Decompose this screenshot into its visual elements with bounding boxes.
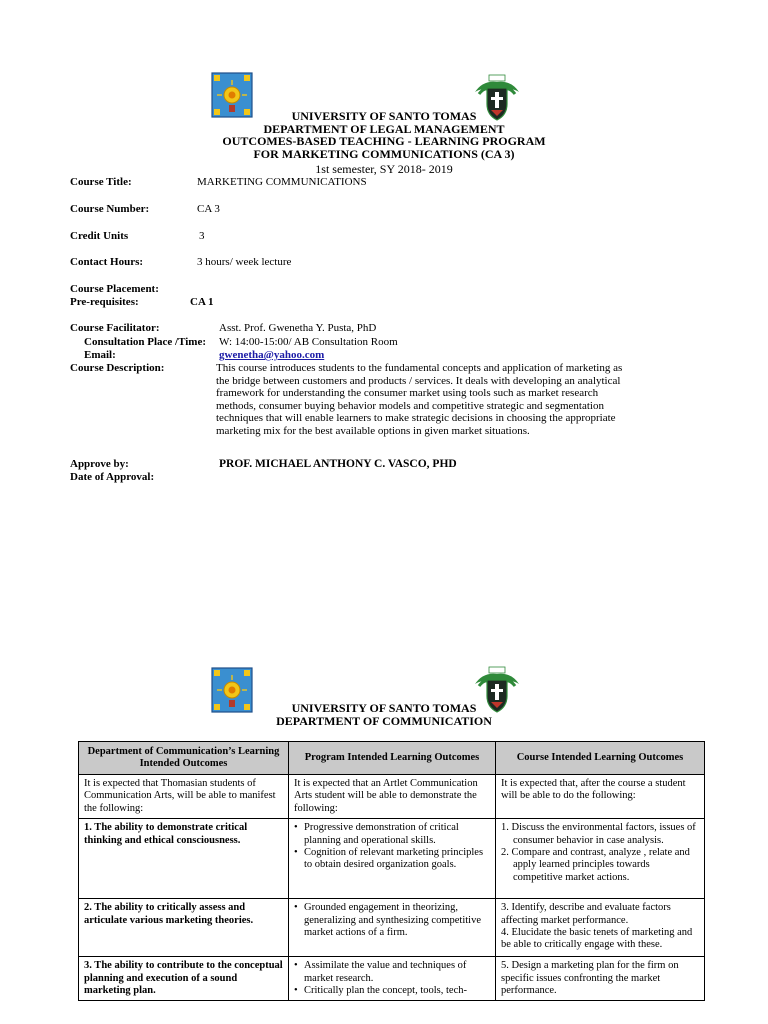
approved-by-label: Approve by: <box>70 458 129 470</box>
list-item: • Critically plan the concept, tools, tech- <box>304 985 490 997</box>
contact-hours-label: Contact Hours: <box>70 256 144 268</box>
course-outcome-cell <box>496 957 705 1001</box>
approval-date-label: Date of Approval: <box>70 471 155 483</box>
program-outcome-cell <box>289 957 496 1001</box>
table-cell: It is expected that, after the course a student will be able to do the following: <box>496 775 705 819</box>
department-name: DEPARTMENT OF COMMUNICATION <box>276 714 492 728</box>
email-link[interactable]: gwenetha@yahoo.com <box>219 349 325 361</box>
consultation-label: Consultation Place /Time: <box>84 336 207 348</box>
list-item: 3. Identify, describe and evaluate factors affecting market performance. <box>501 902 671 926</box>
program-outcome-cell <box>289 899 496 957</box>
course-outcome-cell <box>496 819 705 899</box>
learning-outcomes-table <box>78 741 705 1001</box>
credit-units-value: 3 <box>199 230 205 242</box>
table-cell: It is expected that an Artlet Communication Arts student will be able to demonstrate the following: <box>289 775 496 819</box>
credit-units-label: Credit Units <box>70 230 129 242</box>
program-outcome-cell <box>289 819 496 899</box>
course-title-value: MARKETING COMMUNICATIONS <box>197 176 367 188</box>
course-description: This course introduces students to the fundamental concepts and application of marketing as the bridge between customers and products / services. It deals with developing an analytical framework for understanding the consumer market using tools such as market research methods, consumer buying behavior models and competitive strategic and segmentation techniques that will enable learners to make strategic decisions in choosing the appropriate marketing mix for the best available options in given market situations. <box>216 362 623 437</box>
approved-by-value: PROF. MICHAEL ANTHONY C. VASCO, PHD <box>219 458 457 470</box>
list-item: • Cognition of relevant marketing principles to obtain desired organization goals. <box>304 847 490 872</box>
course-number-value: CA 3 <box>197 203 220 215</box>
university-name: UNIVERSITY OF SANTO TOMAS <box>291 109 477 123</box>
column-header: Department of Communication’s Learning Intended Outcomes <box>79 742 289 775</box>
semester-line: 1st semester, SY 2018- 2019 <box>315 162 453 176</box>
department-outcome-cell: 1. The ability to demonstrate critical thinking and ethical consciousness. <box>79 819 289 899</box>
program-title: OUTCOMES-BASED TEACHING - LEARNING PROGRAM <box>222 134 546 148</box>
list-item: • Assimilate the value and techniques of market research. <box>304 960 490 985</box>
table-cell: It is expected that Thomasian students of Communication Arts, will be able to manifest the following: <box>79 775 289 819</box>
university-name: UNIVERSITY OF SANTO TOMAS <box>291 701 477 715</box>
consultation-value: W: 14:00-15:00/ AB Consultation Room <box>219 336 398 348</box>
table-row <box>79 957 705 1001</box>
list-item: 4. Elucidate the basic tenets of marketing and be able to critically engage with these. <box>501 927 693 951</box>
contact-hours-value: 3 hours/ week lecture <box>197 256 292 268</box>
course-heading: FOR MARKETING COMMUNICATIONS (CA 3) <box>253 147 515 161</box>
list-item: 1. Discuss the environmental factors, issues of consumer behavior in case analysis. <box>501 822 696 846</box>
prerequisites-label: Pre-requisites: <box>70 296 139 308</box>
course-placement-label: Course Placement: <box>70 283 159 295</box>
column-header: Course Intended Learning Outcomes <box>496 742 705 775</box>
column-header: Program Intended Learning Outcomes <box>289 742 496 775</box>
table-header-row <box>79 742 705 775</box>
description-label: Course Description: <box>70 362 165 374</box>
list-item: 5. Design a marketing plan for the firm on specific issues confronting the market performance. <box>501 960 679 997</box>
department-outcome-cell: 3. The ability to contribute to the conceptual planning and execution of a sound marketing plan. <box>79 957 289 1001</box>
list-item: 2. Compare and contrast, analyze , relate and apply learned principles towards competitive market actions. <box>501 847 690 883</box>
table-row <box>79 819 705 899</box>
email-label: Email: <box>84 349 116 361</box>
department-name: DEPARTMENT OF LEGAL MANAGEMENT <box>263 122 505 136</box>
list-item: • Grounded engagement in theorizing, generalizing and synthesizing competitive market actions of a firm. <box>304 902 490 939</box>
table-row <box>79 775 705 819</box>
table-row <box>79 899 705 957</box>
prerequisites-value: CA 1 <box>190 296 214 308</box>
facilitator-label: Course Facilitator: <box>70 322 160 334</box>
department-outcome-cell: 2. The ability to critically assess and articulate various marketing theories. <box>79 899 289 957</box>
course-number-label: Course Number: <box>70 203 150 215</box>
course-outcome-cell <box>496 899 705 957</box>
facilitator-value: Asst. Prof. Gwenetha Y. Pusta, PhD <box>219 322 377 334</box>
list-item: • Progressive demonstration of critical planning and operational skills. <box>304 822 490 847</box>
course-title-label: Course Title: <box>70 176 132 188</box>
